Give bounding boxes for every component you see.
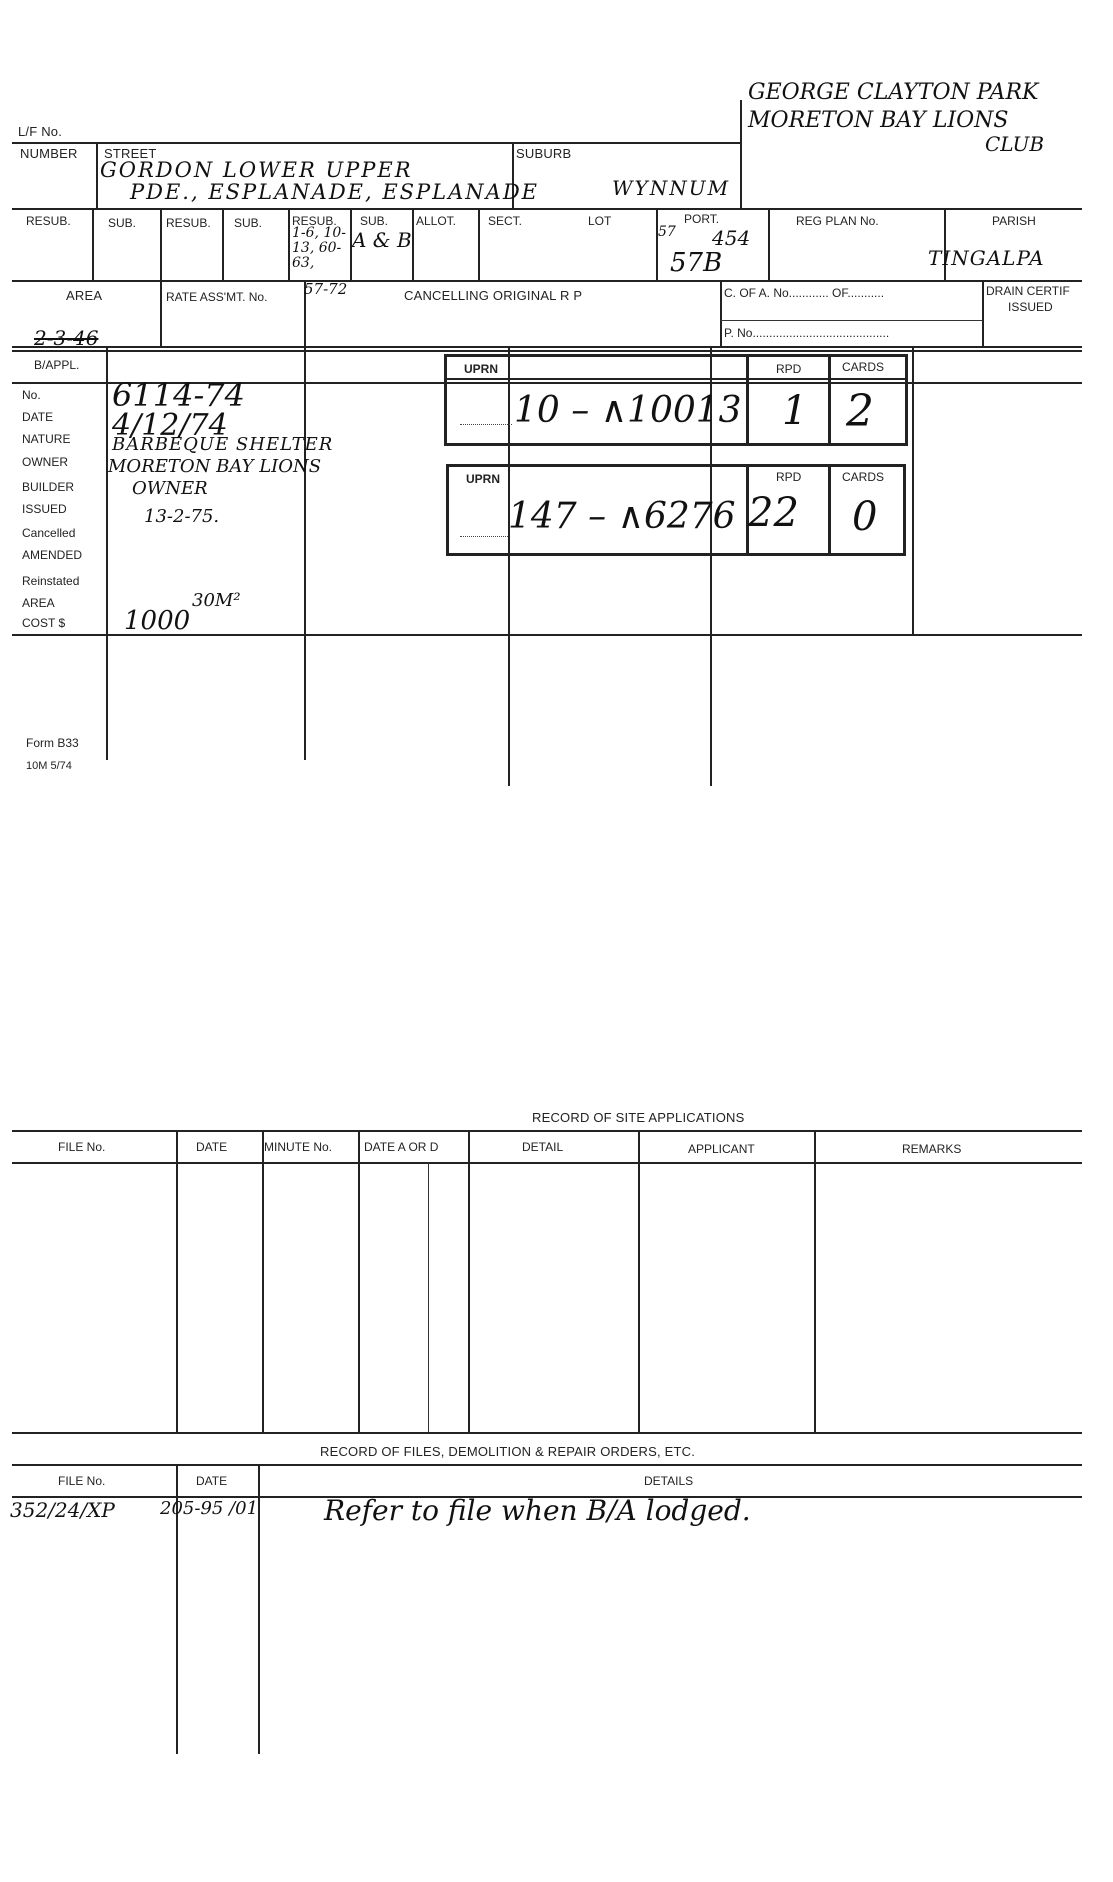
files-col-details: DETAILS [644, 1474, 694, 1488]
handwritten-title-line3: CLUB [985, 132, 1045, 156]
street-label: STREET [104, 146, 157, 161]
resub-label-1: RESUB. [26, 214, 71, 228]
files-col-file-no: FILE No. [58, 1474, 106, 1488]
rpd-label-1: RPD [776, 362, 802, 376]
print-number: 10M 5/74 [26, 760, 72, 772]
port-value-2: 57B [670, 248, 723, 278]
port-label: PORT. [684, 212, 720, 226]
suburb-label: SUBURB [516, 146, 572, 161]
sub-label-3: SUB. [360, 214, 389, 228]
rpd-value-2: 22 [748, 490, 799, 536]
street-value-line1: GORDON LOWER UPPER [100, 158, 413, 182]
uprn-value-1: 10 – ∧10013 [514, 390, 742, 431]
uprn-value-2: 147 – ∧6276 [508, 496, 736, 537]
cards-value-2: 0 [852, 494, 878, 540]
drain-label-1: DRAIN CERTIF [986, 284, 1070, 298]
allot-label: ALLOT. [416, 214, 457, 228]
b-appl-builder-value: OWNER [132, 478, 208, 499]
area-value: 2-3-46 [34, 326, 99, 350]
files-row-date: 205-95 /01 [160, 1498, 259, 1519]
col-applicant: APPLICANT [688, 1142, 755, 1156]
form-number: Form B33 [26, 736, 79, 750]
number-label: NUMBER [20, 146, 78, 161]
handwritten-title-line2: MORETON BAY LIONS [748, 108, 1009, 133]
field-area-label: AREA [22, 596, 55, 610]
sect-label: SECT. [488, 214, 523, 228]
cards-label-2: CARDS [842, 470, 885, 484]
col-date: DATE [196, 1140, 228, 1154]
b-appl-cost-value: 1000 [124, 606, 191, 636]
field-cost-label: COST $ [22, 616, 66, 630]
field-owner-label: OWNER [22, 455, 68, 469]
cancelling-label: CANCELLING ORIGINAL R P [404, 288, 583, 303]
drain-label-2: ISSUED [1008, 300, 1053, 314]
reg-plan-label: REG PLAN No. [796, 214, 879, 228]
field-issued-label: ISSUED [22, 502, 67, 516]
field-nature-label: NATURE [22, 432, 71, 446]
port-value: 454 [712, 226, 751, 250]
uprn-label-2: UPRN [466, 472, 501, 486]
b-appl-nature-value: BARBEQUE SHELTER [112, 434, 334, 455]
rpd-label-2: RPD [776, 470, 802, 484]
field-builder-label: BUILDER [22, 480, 75, 494]
rate-value: 57-72 [304, 280, 348, 298]
port-prefix: 57 [658, 224, 676, 240]
b-appl-area-value: 30M² [192, 590, 241, 611]
field-reinstated-label: Reinstated [22, 574, 80, 588]
handwritten-title-line1: GEORGE CLAYTON PARK [748, 80, 1039, 105]
sub-label-1: SUB. [108, 216, 137, 230]
b-appl-owner-value: MORETON BAY LIONS [108, 456, 322, 477]
parish-label: PARISH [992, 214, 1036, 228]
sub-label-2: SUB. [234, 216, 263, 230]
site-applications-title: RECORD OF SITE APPLICATIONS [532, 1110, 745, 1125]
area-label: AREA [66, 288, 103, 303]
field-date-label: DATE [22, 410, 54, 424]
b-appl-date-value: 4/12/74 [112, 408, 228, 443]
col-remarks: REMARKS [902, 1142, 962, 1156]
c-of-a-label: C. OF A. No............ OF........... [724, 286, 885, 300]
files-record-title: RECORD OF FILES, DEMOLITION & REPAIR ORDERS, ETC. [320, 1444, 696, 1459]
field-amended-label: AMENDED [22, 548, 83, 562]
parish-value: TINGALPA [928, 246, 1045, 270]
b-appl-label: B/APPL. [34, 358, 80, 372]
lot-label: LOT [588, 214, 612, 228]
uprn-label-1: UPRN [464, 362, 499, 376]
resub-label-3: RESUB. [292, 214, 337, 228]
files-row-file-no: 352/24/XP [10, 1498, 115, 1522]
resub-value: 1-6, 10-13, 60-63, [292, 225, 346, 271]
field-cancelled-label: Cancelled [22, 526, 76, 540]
rpd-value-1: 1 [782, 388, 808, 434]
resub-label-2: RESUB. [166, 216, 211, 230]
col-file-no: FILE No. [58, 1140, 106, 1154]
files-row-details: Refer to file when B/A lodged. [324, 1494, 751, 1527]
sub-value: A & B [352, 228, 412, 252]
col-minute-no: MINUTE No. [264, 1140, 333, 1154]
b-appl-issued-value: 13-2-75. [144, 506, 220, 527]
col-detail: DETAIL [522, 1140, 564, 1154]
field-no-label: No. [22, 388, 41, 402]
rate-label: RATE ASS'MT. No. [166, 290, 268, 304]
files-col-date: DATE [196, 1474, 228, 1488]
cards-value-1: 2 [846, 386, 874, 437]
col-date-a-or-d: DATE A OR D [364, 1140, 439, 1154]
lf-no-label: L/F No. [18, 124, 63, 139]
b-appl-no-value: 6114-74 [112, 376, 245, 414]
street-value-line2: PDE., ESPLANADE, ESPLANADE [130, 180, 539, 204]
suburb-value: WYNNUM [612, 176, 731, 200]
p-no-label: P. No......................................... [724, 326, 890, 340]
cards-label-1: CARDS [842, 360, 885, 374]
